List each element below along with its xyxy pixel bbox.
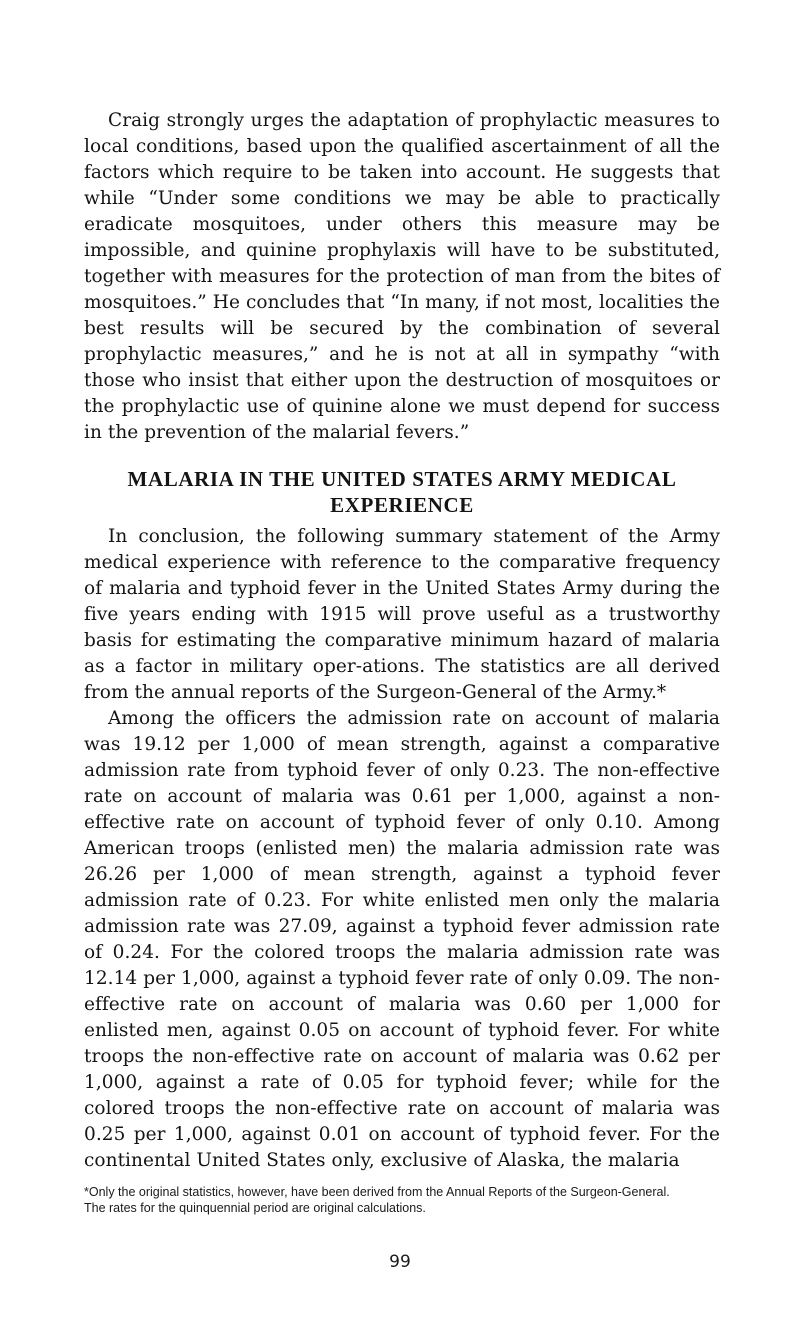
paragraph-craig-prophylaxis: Craig strongly urges the adaptation of prophylactic measures to local conditions, based upon the qualified ascertainment of all the factors which require to be taken into account. He suggests that while “Under some conditions we may be able to practically eradicate mosquitoes, under others this measure may be impossible, and quinine prophylaxis will have to be substituted, together with measures for the protection of man from the bites of mosquitoes.” He concludes that “In many, if not most, localities the best results will be secured by the combination of several prophylactic measures,” and he is not at all in sympathy “with those who insist that either upon the destruction of mosquitoes or the prophylactic use of quinine alone we must depend for success in the prevention of the malarial fevers.” <box>84 110 720 443</box>
section-heading <box>84 466 720 518</box>
page-number: 99 <box>389 1252 411 1272</box>
footnote-line-2: The rates for the quinquennial period are original calculations. <box>84 1201 426 1215</box>
page-body <box>84 108 720 1216</box>
footnote-line-1: *Only the original statistics, however, have been derived from the Annual Reports of the Surgeon-General. <box>84 1185 670 1199</box>
footnote <box>84 1184 720 1216</box>
heading-line-1: MALARIA IN THE UNITED STATES ARMY MEDICAL <box>127 467 677 491</box>
paragraph-admission-rates: Among the officers the admission rate on account of malaria was 19.12 per 1,000 of mean strength, against a comparative admission rate from typhoid fever of only 0.23. The non-effective rate on account of malaria was 0.61 per 1,000, against a non-effective rate on account of typhoid fever of only 0.10. Among American troops (enlisted men) the malaria admission rate was 26.26 per 1,000 of mean strength, against a typhoid fever admission rate of 0.23. For white enlisted men only the malaria admission rate was 27.09, against a typhoid fever admission rate of 0.24. For the colored troops the malaria admission rate was 12.14 per 1,000, against a typhoid fever rate of only 0.09. The non-effective rate on account of malaria was 0.60 per 1,000 for enlisted men, against 0.05 on account of typhoid fever. For white troops the non-effective rate on account of malaria was 0.62 per 1,000, against a rate of 0.05 for typhoid fever; while for the colored troops the non-effective rate on account of malaria was 0.25 per 1,000, against 0.01 on account of typhoid fever. For the continental United States only, exclusive of Alaska, the malaria <box>84 708 720 1171</box>
heading-line-2: EXPERIENCE <box>330 493 474 517</box>
paragraph-army-summary: In conclusion, the following summary statement of the Army medical experience with reference to the comparative frequency of malaria and typhoid fever in the United States Army during the five years ending with 1915 will prove useful as a trustworthy basis for estimating the comparative minimum hazard of malaria as a factor in military oper-ations. The statistics are all derived from the annual reports of the Surgeon-General of the Army.* <box>84 526 720 703</box>
